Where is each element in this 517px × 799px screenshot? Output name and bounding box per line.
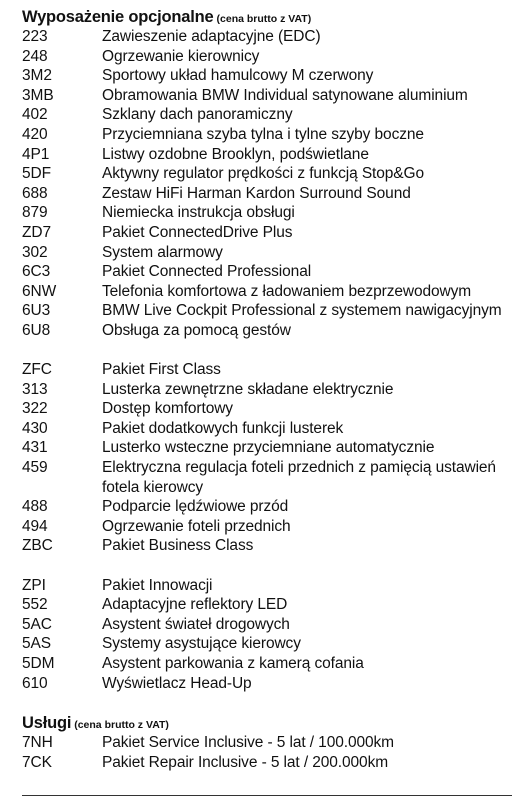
- options-document: [22, 7, 512, 772]
- option-group-3: [22, 576, 512, 694]
- option-group-2: [22, 360, 512, 556]
- option-description: Pakiet dodatkowych funkcji lusterek: [102, 419, 344, 437]
- option-description: Zawieszenie adaptacyjne (EDC): [102, 28, 321, 45]
- option-row: [22, 536, 512, 556]
- service-description: Pakiet Repair Inclusive - 5 lat / 200.000km: [102, 753, 389, 771]
- option-row: [22, 282, 512, 302]
- option-code: 610: [22, 674, 48, 692]
- option-description: Ogrzewanie kierownicy: [102, 47, 260, 65]
- service-code: 7CK: [22, 753, 52, 771]
- option-row: [22, 497, 512, 517]
- option-row: [22, 674, 512, 694]
- option-description: Dostęp komfortowy: [102, 400, 233, 418]
- option-code: 552: [22, 596, 48, 614]
- option-description: BMW Live Cockpit Professional z systemem nawigacyjnym: [102, 302, 502, 320]
- option-code: 248: [22, 47, 48, 65]
- option-code: 6U8: [22, 321, 51, 339]
- option-description: Przyciemniana szyba tylna i tylne szyby boczne: [102, 125, 424, 143]
- option-row: [22, 419, 512, 439]
- optional-equipment-heading: [22, 7, 512, 27]
- option-code: 879: [22, 204, 48, 222]
- option-row: [22, 243, 512, 263]
- option-row: [22, 360, 512, 380]
- option-description: Listwy ozdobne Brooklyn, podświetlane: [102, 145, 369, 163]
- optional-equipment-title: Wyposażenie opcjonalne: [22, 8, 214, 26]
- option-code: 3M2: [22, 67, 52, 85]
- section-spacer: [22, 693, 512, 713]
- option-description: Ogrzewanie foteli przednich: [102, 517, 291, 535]
- option-description: Lusterka zewnętrzne składane elektrycznie: [102, 380, 394, 398]
- service-row: [22, 733, 512, 753]
- option-row: [22, 380, 512, 400]
- option-row: [22, 438, 512, 458]
- option-row: [22, 125, 512, 145]
- services-title: Usługi: [22, 714, 72, 733]
- option-code: 5DF: [22, 165, 51, 183]
- option-description: Pakiet First Class: [102, 361, 221, 379]
- option-code: ZD7: [22, 223, 51, 241]
- option-description: Pakiet Innowacji: [102, 576, 213, 594]
- option-code: 459: [22, 459, 48, 477]
- option-row: [22, 576, 512, 596]
- option-description: Telefonia komfortowa z ładowaniem bezprzewodowym: [102, 282, 472, 300]
- option-description: Podparcie lędźwiowe przód: [102, 498, 289, 516]
- option-row: [22, 184, 512, 204]
- option-row: [22, 66, 512, 86]
- option-description: Pakiet Business Class: [102, 537, 254, 555]
- services-price-note: (cena brutto z VAT): [74, 719, 169, 732]
- option-code: 494: [22, 517, 48, 535]
- option-row: [22, 399, 512, 419]
- option-code: 688: [22, 184, 48, 202]
- services-list: [22, 733, 512, 772]
- option-row: [22, 145, 512, 165]
- option-row: [22, 321, 512, 341]
- option-code: ZFC: [22, 361, 52, 379]
- option-code: 4P1: [22, 145, 50, 163]
- optional-equipment-price-note: (cena brutto z VAT): [216, 13, 312, 25]
- option-description: Obramowania BMW Individual satynowane aluminium: [102, 86, 468, 104]
- option-row: [22, 164, 512, 184]
- option-description: Wyświetlacz Head-Up: [102, 674, 252, 692]
- option-code: 5AC: [22, 615, 52, 633]
- option-description: Szklany dach panoramiczny: [102, 106, 293, 124]
- option-code: 402: [22, 106, 48, 124]
- option-description: System alarmowy: [102, 243, 223, 261]
- option-description: Zestaw HiFi Harman Kardon Surround Sound: [102, 184, 411, 202]
- option-code: 302: [22, 243, 48, 261]
- option-description: Elektryczna regulacja foteli przednich z pamięcią ustawień fotela kierowcy: [102, 459, 496, 496]
- option-description: Niemiecka instrukcja obsługi: [102, 204, 295, 222]
- service-code: 7NH: [22, 734, 53, 752]
- option-row: [22, 301, 512, 321]
- option-row: [22, 595, 512, 615]
- group-spacer: [22, 341, 512, 361]
- option-row: [22, 105, 512, 125]
- bottom-divider: [22, 795, 512, 796]
- option-code: 6NW: [22, 282, 57, 300]
- service-description: Pakiet Service Inclusive - 5 lat / 100.000km: [102, 734, 394, 752]
- group-spacer: [22, 556, 512, 576]
- option-row: [22, 223, 512, 243]
- service-row: [22, 753, 512, 773]
- option-code: 6C3: [22, 263, 51, 281]
- option-code: 6U3: [22, 302, 51, 320]
- option-code: 223: [22, 28, 48, 45]
- option-code: 5DM: [22, 655, 55, 672]
- option-code: 322: [22, 400, 48, 418]
- option-description: Asystent świateł drogowych: [102, 615, 290, 633]
- option-description: Asystent parkowania z kamerą cofania: [102, 655, 364, 672]
- option-row: [22, 634, 512, 654]
- option-code: 431: [22, 439, 48, 457]
- option-description: Adaptacyjne reflektory LED: [102, 596, 288, 614]
- option-row: [22, 654, 512, 674]
- option-row: [22, 86, 512, 106]
- option-code: ZBC: [22, 537, 53, 555]
- option-row: [22, 262, 512, 282]
- option-description: Obsługa za pomocą gestów: [102, 321, 291, 339]
- services-heading: [22, 713, 512, 733]
- option-group-1: [22, 27, 512, 341]
- option-description: Sportowy układ hamulcowy M czerwony: [102, 67, 374, 85]
- option-code: 5AS: [22, 635, 51, 653]
- option-row: [22, 47, 512, 67]
- option-code: 420: [22, 125, 48, 143]
- option-description: Pakiet ConnectedDrive Plus: [102, 223, 293, 241]
- option-code: 313: [22, 380, 48, 398]
- option-row: [22, 615, 512, 635]
- option-row: [22, 203, 512, 223]
- option-description: Pakiet Connected Professional: [102, 263, 312, 281]
- option-row: [22, 458, 512, 497]
- option-code: ZPI: [22, 576, 46, 594]
- option-code: 430: [22, 419, 48, 437]
- option-code: 488: [22, 498, 48, 516]
- option-description: Systemy asystujące kierowcy: [102, 635, 301, 653]
- option-description: Lusterko wsteczne przyciemniane automatycznie: [102, 439, 435, 457]
- option-row: [22, 27, 512, 47]
- option-row: [22, 517, 512, 537]
- option-description: Aktywny regulator prędkości z funkcją Stop&Go: [102, 165, 425, 183]
- option-code: 3MB: [22, 86, 54, 104]
